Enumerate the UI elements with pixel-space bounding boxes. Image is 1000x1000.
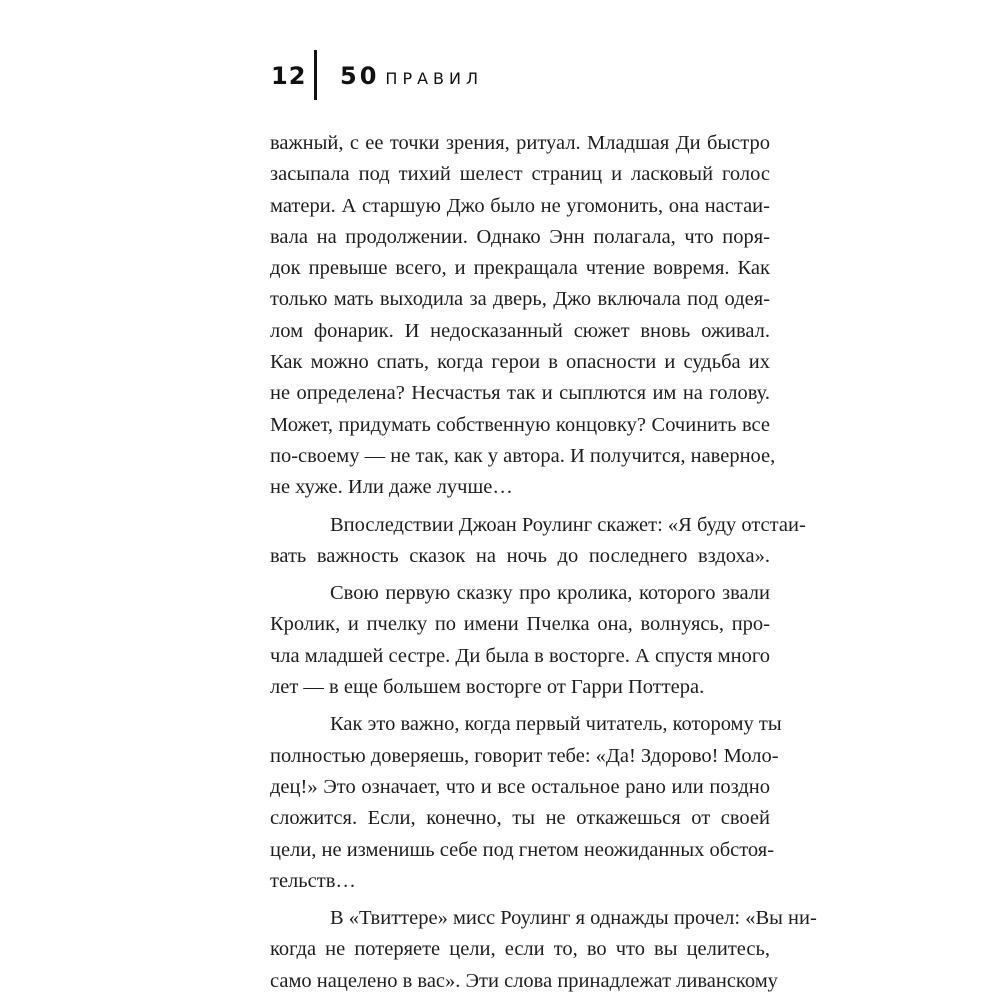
text-line: полностью доверяешь, говорит тебе: «Да! Здорово! Моло- — [270, 744, 779, 767]
text-line: только мать выходила за дверь, Джо включала под одея- — [270, 288, 770, 311]
text-line: лом фонарик. И недосказанный сюжет вновь оживал. — [270, 319, 770, 342]
paragraph — [270, 128, 776, 504]
text-line: Как это важно, когда первый читатель, которому ты — [330, 713, 782, 736]
text-line: Как можно спать, когда герои в опасности и судьба их — [270, 351, 770, 374]
header-divider — [314, 50, 317, 100]
text-line: чла младшей сестре. Ди была в восторге. А спустя много — [270, 644, 770, 667]
text-line: Может, придумать собственную концовку? Сочинить все — [270, 413, 770, 436]
text-line: док превыше всего, и прекращала чтение вовремя. Как — [270, 257, 770, 280]
paragraph — [270, 510, 806, 573]
text-line: по-своему — не так, как у автора. И получится, наверное, — [270, 444, 776, 467]
text-line: дец!» Это означает, что и все остальное рано или поздно — [270, 775, 770, 798]
paragraph — [270, 709, 782, 897]
text-line: лет — в еще большем восторге от Гарри Поттера. — [270, 676, 705, 699]
text-line: когда не потеряете цели, если то, во что вы целитесь, — [270, 938, 770, 961]
text-line: засыпала под тихий шелест страниц и ласковый голос — [270, 163, 770, 186]
page-number: 12 — [271, 62, 307, 90]
text-line: не хуже. Или даже лучше… — [270, 476, 513, 499]
text-line: сложится. Если, конечно, ты не откажешься от своей — [270, 807, 770, 830]
text-line: В «Твиттере» мисс Роулинг я однажды прочел: «Вы ни- — [330, 907, 817, 930]
text-line: Впоследствии Джоан Роулинг скажет: «Я буду отстаи- — [330, 513, 806, 536]
text-line: цели, не изменишь себе под гнетом неожиданных обстоя- — [270, 838, 775, 861]
text-line: вала на продолжении. Однако Энн полагала, что поря- — [270, 225, 770, 248]
text-line: матери. А старшую Джо было не угомонить, она настаи- — [270, 194, 770, 217]
text-line: не определена? Несчастья так и сыплются им на голову. — [270, 382, 770, 405]
text-line: само нацелено в вас». Эти слова принадлежат ливанскому — [270, 969, 778, 992]
text-line: Свою первую сказку про кролика, которого звали — [330, 582, 770, 605]
text-line: вать важность сказок на ночь до последнего вздоха». — [270, 544, 770, 567]
paragraph — [270, 903, 817, 997]
text-line: Кролик, и пчелку по имени Пчелка она, волнуясь, про- — [270, 613, 770, 636]
running-title-word: ПРАВИЛ — [385, 69, 484, 88]
running-header — [260, 50, 760, 100]
running-title — [340, 62, 483, 90]
body-text — [270, 128, 817, 997]
text-line: важный, с ее точки зрения, ритуал. Младшая Ди быстро — [270, 132, 770, 154]
paragraph — [270, 578, 770, 703]
running-title-number: 50 — [340, 62, 380, 90]
text-line: тельств… — [270, 869, 356, 892]
